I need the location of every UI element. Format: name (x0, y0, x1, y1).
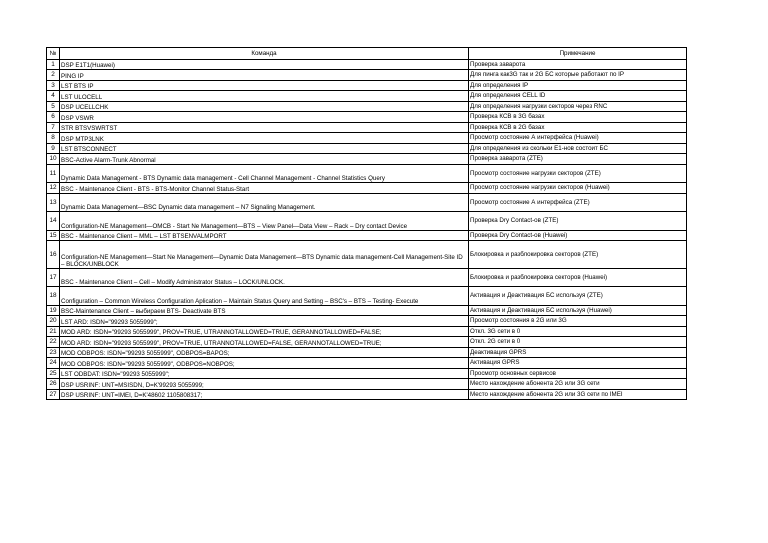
row-number-cell[interactable]: 13 (47, 193, 60, 212)
table-row (47, 133, 687, 144)
table-row (47, 122, 687, 133)
row-number-cell[interactable]: 26 (47, 379, 60, 390)
row-number-cell[interactable]: 19 (47, 305, 60, 316)
table-row (47, 287, 687, 306)
table-row (47, 112, 687, 123)
table-row (47, 193, 687, 212)
note-cell[interactable]: Для определения нагрузки секторов через RNC (469, 101, 687, 112)
note-cell[interactable]: Просмотр основных сервисов (469, 368, 687, 379)
row-number-cell[interactable]: 8 (47, 133, 60, 144)
note-cell[interactable]: Блокировка и разблокировка секторов (ZTE) (469, 241, 687, 269)
note-cell[interactable]: Просмотр состояние нагрузки секторов (Huawei) (469, 183, 687, 194)
table-row (47, 337, 687, 348)
row-number-cell[interactable]: 7 (47, 122, 60, 133)
row-number-cell[interactable]: 12 (47, 183, 60, 194)
command-cell[interactable]: LST BTS IP (60, 80, 469, 91)
table-row (47, 59, 687, 70)
table-row (47, 389, 687, 400)
row-number-cell[interactable]: 23 (47, 347, 60, 358)
command-cell[interactable]: BSC-Active Alarm-Trunk Abnormal (60, 154, 469, 165)
header-num: № (47, 48, 60, 60)
note-cell[interactable]: Откл. 2G сети в 0 (469, 337, 687, 348)
command-cell[interactable]: DSP USRINF: UNT=IMEI, D=K'48602 1105808317; (60, 389, 469, 400)
command-table (46, 47, 687, 400)
table-row (47, 212, 687, 231)
note-cell[interactable]: Просмотр состояния в 2G или 3G (469, 316, 687, 327)
command-cell[interactable]: BSC - Maintenance Client – Cell – Modify Administrator Status – LOCK/UNLOCK. (60, 268, 469, 287)
row-number-cell[interactable]: 25 (47, 368, 60, 379)
command-cell[interactable]: LST ODBDAT: ISDN="99293 5055999"; (60, 368, 469, 379)
table-row (47, 91, 687, 102)
command-cell[interactable]: Dynamic Data Management—BSC Dynamic data management – N7 Signaling Management. (60, 193, 469, 212)
row-number-cell[interactable]: 18 (47, 287, 60, 306)
note-cell[interactable]: Место нахождение абонента 2G или 3G сети (469, 379, 687, 390)
command-cell[interactable]: DSP VSWR (60, 112, 469, 123)
table-row (47, 358, 687, 369)
row-number-cell[interactable]: 2 (47, 70, 60, 81)
table-row (47, 101, 687, 112)
command-cell[interactable]: MOD ARD: ISDN="99293 5055999", PROV=TRUE, UTRANNOTALLOWED=TRUE, GERANNOTALLOWED=FALSE; (60, 326, 469, 337)
command-cell[interactable]: Configuration – Common Wireless Configuration Aplication – Maintain Status Query and Setting – BSC's – BTS – Testing- Execute (60, 287, 469, 306)
row-number-cell[interactable]: 16 (47, 241, 60, 269)
table-row (47, 143, 687, 154)
command-cell[interactable]: LST ARD: ISDN="99293 5055999"; (60, 316, 469, 327)
table-row (47, 164, 687, 183)
note-cell[interactable]: Проверка КСВ в 2G базах (469, 122, 687, 133)
row-number-cell[interactable]: 10 (47, 154, 60, 165)
command-cell[interactable]: DSP MTP3LNK (60, 133, 469, 144)
command-cell[interactable]: LST BTSCONNECT (60, 143, 469, 154)
row-number-cell[interactable]: 17 (47, 268, 60, 287)
note-cell[interactable]: Проверка Dry Contact-ов (Huawei) (469, 230, 687, 241)
table-row (47, 70, 687, 81)
row-number-cell[interactable]: 3 (47, 80, 60, 91)
command-cell[interactable]: LST ULOCELL (60, 91, 469, 102)
row-number-cell[interactable]: 9 (47, 143, 60, 154)
table-row (47, 230, 687, 241)
note-cell[interactable]: Проверка заварота (469, 59, 687, 70)
table-row (47, 268, 687, 287)
command-cell[interactable]: MOD ODBPOS: ISDN="99293 5055999", ODBPOS=BAPOS; (60, 347, 469, 358)
row-number-cell[interactable]: 5 (47, 101, 60, 112)
note-cell[interactable]: Проверка заварота (ZTE) (469, 154, 687, 165)
note-cell[interactable]: Активация GPRS (469, 358, 687, 369)
row-number-cell[interactable]: 14 (47, 212, 60, 231)
row-number-cell[interactable]: 20 (47, 316, 60, 327)
row-number-cell[interactable]: 1 (47, 59, 60, 70)
row-number-cell[interactable]: 11 (47, 164, 60, 183)
row-number-cell[interactable]: 24 (47, 358, 60, 369)
command-cell[interactable]: MOD ODBPOS: ISDN="99293 5055999", ODBPOS=NOBPOS; (60, 358, 469, 369)
note-cell[interactable]: Для определения IP (469, 80, 687, 91)
table-row (47, 154, 687, 165)
command-cell[interactable]: DSP E1T1(Huawei) (60, 59, 469, 70)
note-cell[interactable]: Для пинга как3G так и 2G БС которые работают по IP (469, 70, 687, 81)
note-cell[interactable]: Деактивация GPRS (469, 347, 687, 358)
table-row (47, 80, 687, 91)
table-row (47, 183, 687, 194)
table-row (47, 316, 687, 327)
header-command: Команда (60, 48, 469, 60)
command-cell[interactable]: Dynamic Data Management - BTS Dynamic data management - Cell Channel Management - Channel Statistics Query (60, 164, 469, 183)
row-number-cell[interactable]: 4 (47, 91, 60, 102)
command-cell[interactable]: Configuration-NE Management—OMCB - Start Ne Management—BTS – View Panel—Data View – Rack – Dry contact Device (60, 212, 469, 231)
note-cell[interactable]: Для определения CELL ID (469, 91, 687, 102)
row-number-cell[interactable]: 6 (47, 112, 60, 123)
table-row (47, 368, 687, 379)
spreadsheet-sheet (46, 47, 686, 400)
note-cell[interactable]: Проверка Dry Contact-ов (ZTE) (469, 212, 687, 231)
command-cell[interactable]: BSC-Maintenance Client – выбираем BTS- Deactivate BTS (60, 305, 469, 316)
note-cell[interactable]: Проверка КСВ в 3G базах (469, 112, 687, 123)
note-cell[interactable]: Просмотр состояние А интерфейса (ZTE) (469, 193, 687, 212)
command-cell[interactable]: MOD ARD: ISDN="99293 5055999", PROV=TRUE, UTRANNOTALLOWED=FALSE, GERANNOTALLOWED=TRUE; (60, 337, 469, 348)
note-cell[interactable]: Откл. 3G сети в 0 (469, 326, 687, 337)
row-number-cell[interactable]: 15 (47, 230, 60, 241)
command-cell[interactable]: STR BTSVSWRTST (60, 122, 469, 133)
command-cell[interactable]: PING IP (60, 70, 469, 81)
row-number-cell[interactable]: 22 (47, 337, 60, 348)
command-cell[interactable]: DSP UCELLCHK (60, 101, 469, 112)
note-cell[interactable]: Блокировка и разблокировка секторов (Huawei) (469, 268, 687, 287)
table-row (47, 379, 687, 390)
table-row (47, 241, 687, 269)
row-number-cell[interactable]: 21 (47, 326, 60, 337)
header-row (47, 48, 687, 60)
note-cell[interactable]: Активация и Деактивация БС используя (ZTE) (469, 287, 687, 306)
note-cell[interactable]: Для определения из скольки E1-нов состоит БС (469, 143, 687, 154)
table-row (47, 326, 687, 337)
table-body (47, 59, 687, 400)
table-row (47, 347, 687, 358)
note-cell[interactable]: Просмотр состояние А интерфейса (Huawei) (469, 133, 687, 144)
note-cell[interactable]: Просмотр состояние нагрузки секторов (ZTE) (469, 164, 687, 183)
command-cell[interactable]: DSP USRINF: UNT=MSISDN, D=K'99293 5055999; (60, 379, 469, 390)
header-note: Примечание (469, 48, 687, 60)
command-cell[interactable]: BSC - Maintenance Client – MML – LST BTSENVALMPORT (60, 230, 469, 241)
row-number-cell[interactable]: 27 (47, 389, 60, 400)
note-cell[interactable]: Активация и Деактивация БС используя (Huawei) (469, 305, 687, 316)
table-row (47, 305, 687, 316)
command-cell[interactable]: Configuration-NE Management—Start Ne Management—Dynamic Data Management—BTS Dynamic data management-Cell Management-Site ID – BLOCK/UNBLOCK (60, 241, 469, 269)
note-cell[interactable]: Место нахождение абонента 2G или 3G сети по IMEI (469, 389, 687, 400)
command-cell[interactable]: BSC - Maintenance Client - BTS - BTS-Monitor Channel Status-Start (60, 183, 469, 194)
